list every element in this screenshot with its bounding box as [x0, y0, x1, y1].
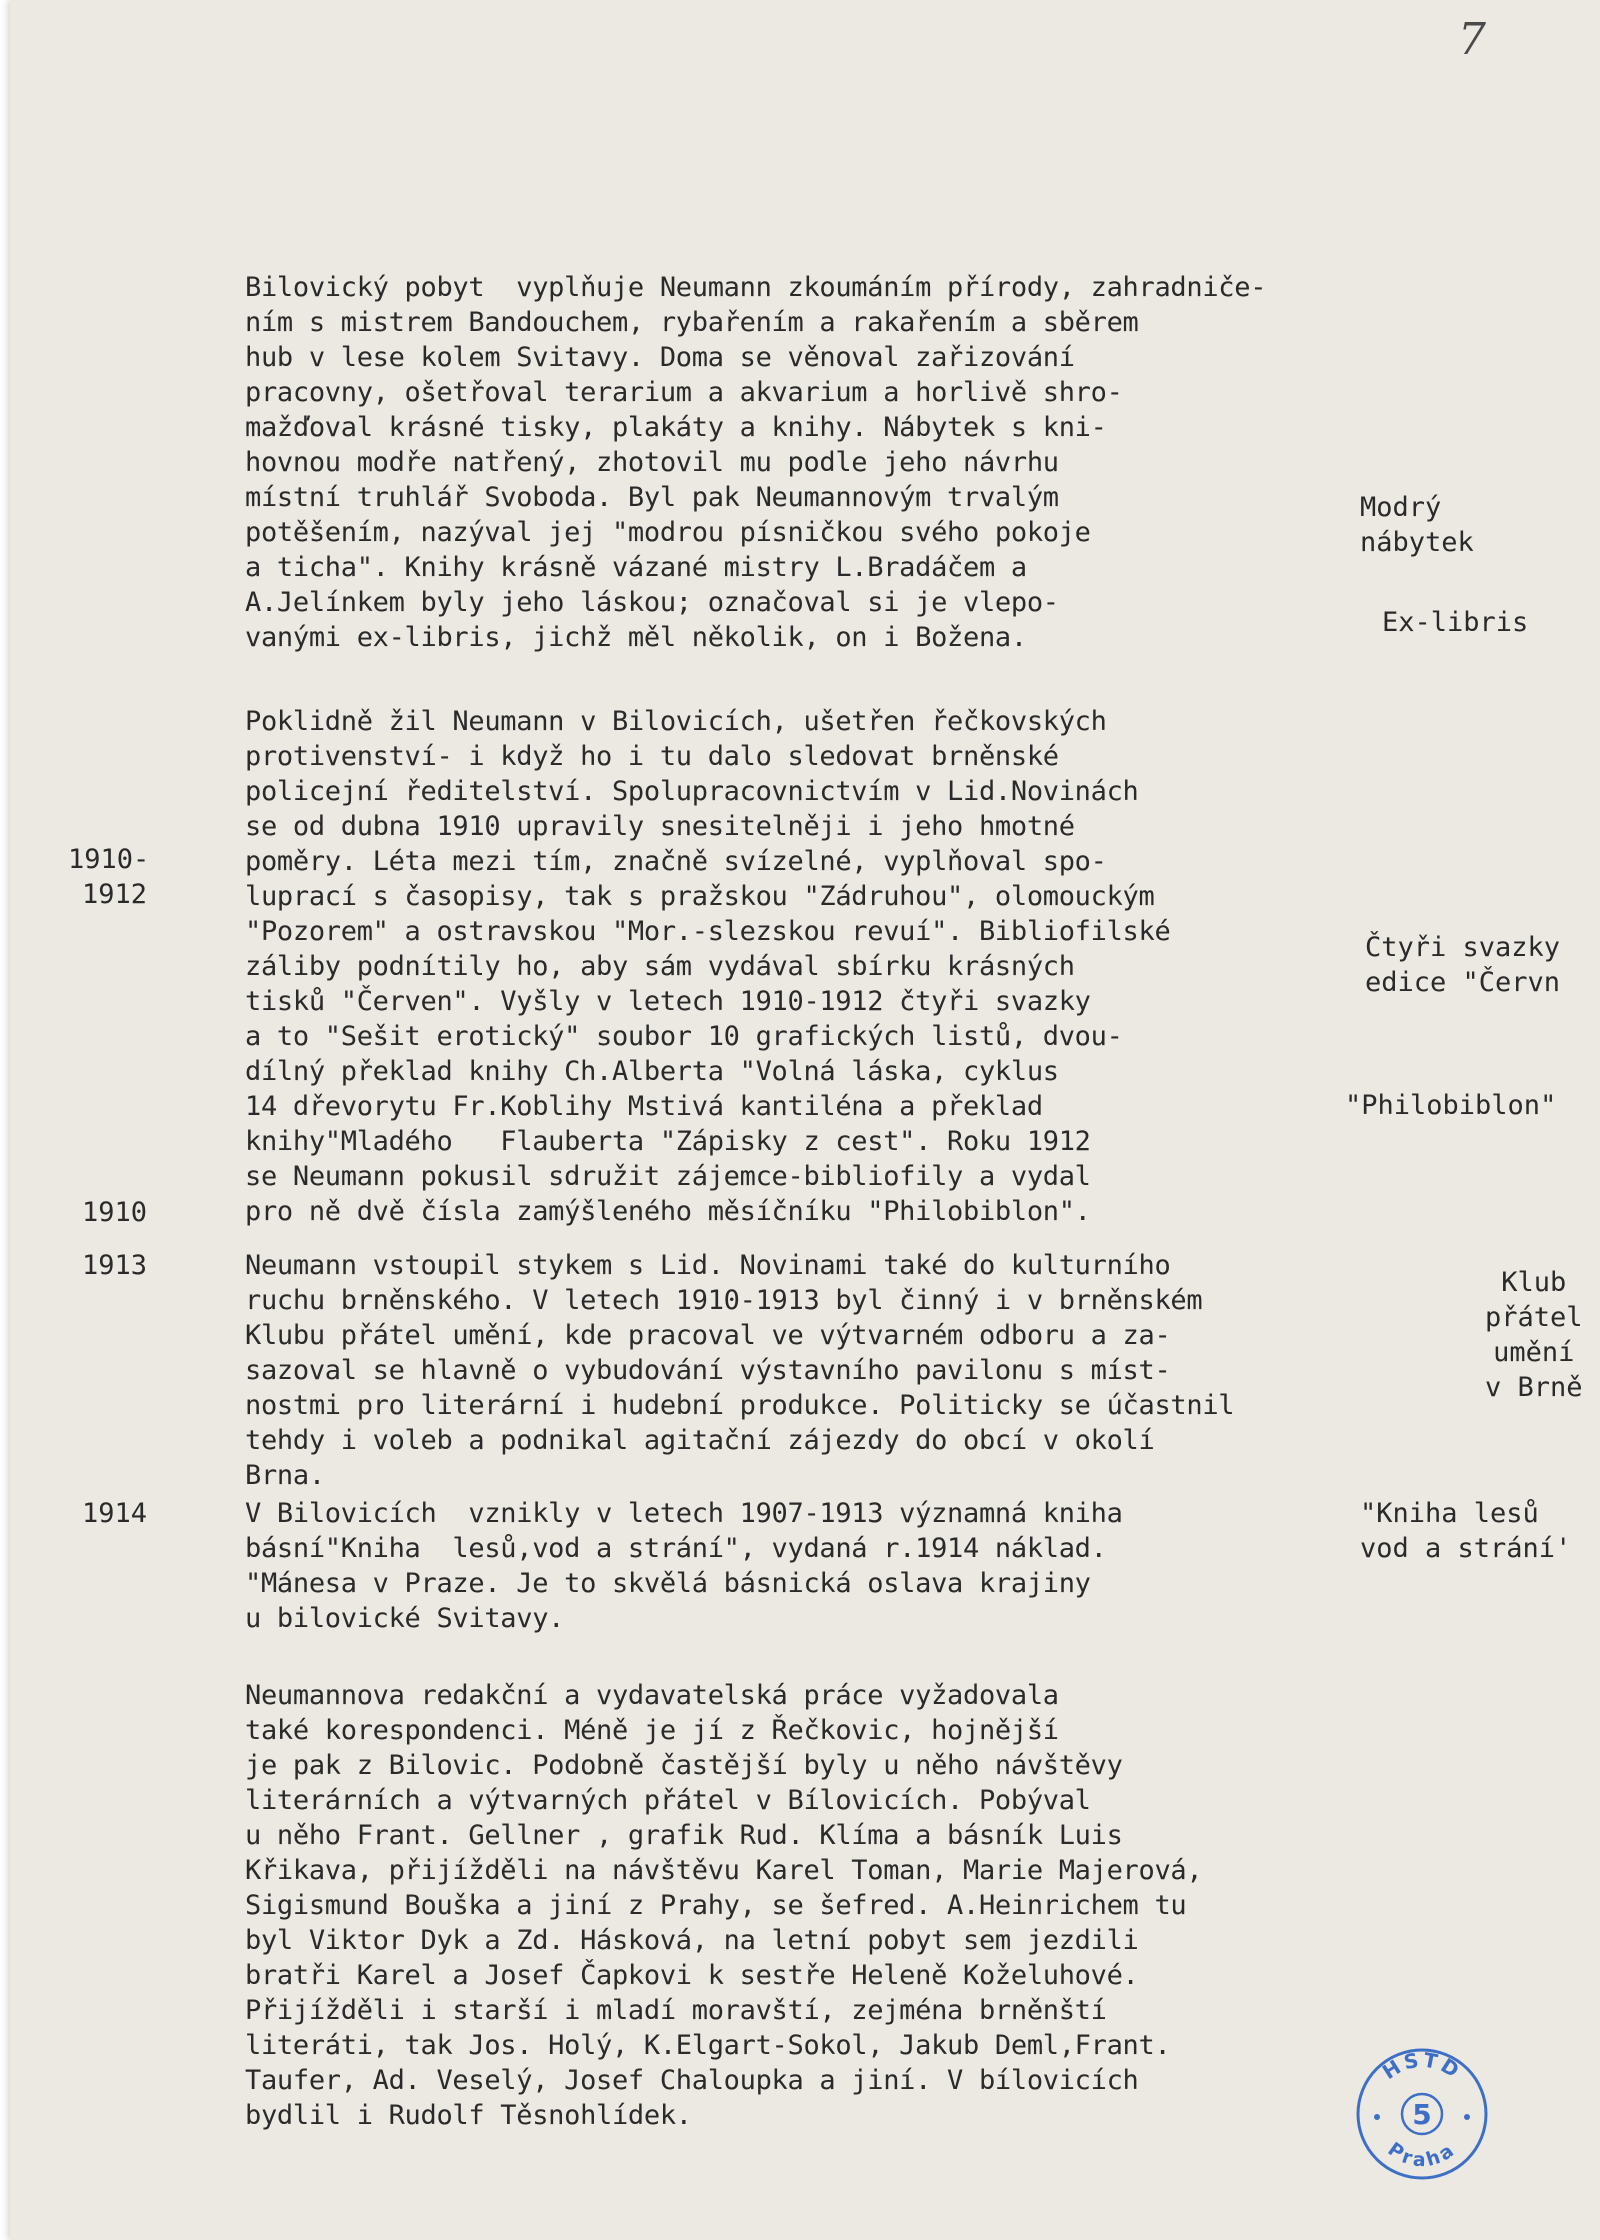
text-line: záliby podnítily ho, aby sám vydával sbírku krásných — [245, 951, 1075, 982]
margin-note-modry-nabytek — [1360, 490, 1474, 560]
text-line: Klubu přátel umění, kde pracoval ve výtvarném odboru a za- — [245, 1320, 1171, 1351]
text-line: nostmi pro literární i hudební produkce. Politicky se účastnil — [245, 1390, 1235, 1421]
paragraph-brno-culture — [245, 1248, 1234, 1493]
text-line: se Neumann pokusil sdružit zájemce-bibliofily a vydal — [245, 1161, 1091, 1192]
stamp-bottom-text: Praha — [1383, 2138, 1461, 2172]
text-line: Taufer, Ad. Veselý, Josef Chaloupka a jiní. V bílovicích — [245, 2065, 1139, 2096]
text-line: Poklidně žil Neumann v Bilovicích, ušetřen řečkovských — [245, 706, 1107, 737]
text-line: Křikava, přijížděli na návštěvu Karel Toman, Marie Majerová, — [245, 1855, 1203, 1886]
text-line: a ticha". Knihy krásně vázané mistry L.Bradáčem a — [245, 552, 1027, 583]
margin-note-line: vod a strání' — [1360, 1533, 1572, 1564]
margin-note-klub-pratel — [1485, 1265, 1583, 1405]
margin-note-philobiblon — [1345, 1088, 1556, 1123]
margin-note-line: "Philobiblon" — [1345, 1090, 1557, 1121]
text-line: bratři Karel a Josef Čapkovi k sestře Heleně Koželuhové. — [245, 1960, 1139, 1991]
text-line: hub v lese kolem Svitavy. Doma se věnoval zařizování — [245, 342, 1075, 373]
text-line: pro ně dvě čísla zamýšleného měsíčníku "Philobiblon". — [245, 1196, 1091, 1227]
paragraph-bilovice-life — [245, 704, 1170, 1229]
text-line: byl Viktor Dyk a Zd. Hásková, na letní pobyt sem jezdili — [245, 1925, 1139, 1956]
margin-note-kniha-lesu — [1360, 1496, 1571, 1566]
margin-note-line: Ex-libris — [1382, 607, 1529, 638]
text-line: policejní ředitelství. Spolupracovnictvím v Lid.Novinách — [245, 776, 1139, 807]
text-line: "Mánesa v Praze. Je to skvělá básnická oslava krajiny — [245, 1568, 1091, 1599]
paragraph-correspondence — [245, 1678, 1202, 2133]
text-line: místní truhlář Svoboda. Byl pak Neumannovým trvalým — [245, 482, 1059, 513]
text-line: protivenství- i když ho i tu dalo sledovat brněnské — [245, 741, 1059, 772]
text-line: u bilovické Svitavy. — [245, 1603, 565, 1634]
text-line: také korespondenci. Méně je jí z Řečkovic, hojnější — [245, 1715, 1059, 1746]
text-line: tisků "Červen". Vyšly v letech 1910-1912 čtyři svazky — [245, 986, 1091, 1017]
text-line: pracovny, ošetřoval terarium a akvarium a horlivě shro- — [245, 377, 1123, 408]
text-line: luprací s časopisy, tak s pražskou "Zádruhou", olomouckým — [245, 881, 1155, 912]
text-line: V Bilovicích vznikly v letech 1907-1913 významná kniha — [245, 1498, 1123, 1529]
margin-note-line: přátel — [1485, 1302, 1583, 1333]
margin-note-ex-libris — [1382, 605, 1528, 640]
text-line: literárních a výtvarných přátel v Bílovicích. Pobýval — [245, 1785, 1091, 1816]
text-line: dílný překlad knihy Ch.Alberta "Volná láska, cyklus — [245, 1056, 1059, 1087]
archive-stamp — [1353, 2045, 1491, 2183]
margin-note-line: v Brně — [1485, 1372, 1583, 1403]
margin-note-line: umění — [1493, 1337, 1575, 1368]
text-line: Brna. — [245, 1460, 325, 1491]
margin-note-line: Modrý — [1360, 492, 1442, 523]
stamp-top-text: HSTD — [1377, 2047, 1467, 2085]
text-line: Neumann vstoupil stykem s Lid. Novinami také do kulturního — [245, 1250, 1171, 1281]
paragraph-kniha-lesu — [245, 1496, 1123, 1636]
margin-note-line: "Kniha lesů — [1360, 1498, 1539, 1529]
margin-note-line: Klub — [1501, 1267, 1567, 1298]
margin-note-line: nábytek — [1360, 527, 1474, 558]
text-line: Neumannova redakční a vydavatelská práce vyžadovala — [245, 1680, 1059, 1711]
text-line: vanými ex-libris, jichž měl několik, on i Božena. — [245, 622, 1027, 653]
text-line: mažďoval krásné tisky, plakáty a knihy. Nábytek s kni- — [245, 412, 1107, 443]
text-line: Přijížděli i starší i mladí moravští, zejména brněnští — [245, 1995, 1107, 2026]
svg-text:Praha — [1384, 2138, 1460, 2171]
document-page — [10, 0, 1600, 2240]
text-line: Sigismund Bouška a jiní z Prahy, se šefred. A.Heinrichem tu — [245, 1890, 1187, 1921]
paragraph-bilovice-stay — [245, 270, 1266, 655]
text-line: sazoval se hlavně o vybudování výstavního pavilonu s míst- — [245, 1355, 1171, 1386]
text-line: knihy"Mladého Flauberta "Zápisky z cest". Roku 1912 — [245, 1126, 1091, 1157]
text-line: je pak z Bilovic. Podobně častější byly u něho návštěvy — [245, 1750, 1123, 1781]
year-label: 1913 — [82, 1250, 148, 1281]
text-line: poměry. Léta mezi tím, značně svízelné, vyplňoval spo- — [245, 846, 1107, 877]
text-line: básní"Kniha lesů,vod a strání", vydaná r.1914 náklad. — [245, 1533, 1107, 1564]
text-line: tehdy i voleb a podnikal agitační zájezdy do obcí v okolí — [245, 1425, 1155, 1456]
text-line: hovnou modře natřený, zhotovil mu podle jeho návrhu — [245, 447, 1059, 478]
text-line: u něho Frant. Gellner , grafik Rud. Klíma a básník Luis — [245, 1820, 1123, 1851]
text-line: literáti, tak Jos. Holý, K.Elgart-Sokol, Jakub Deml,Frant. — [245, 2030, 1171, 2061]
svg-text:HSTD — [1378, 2047, 1466, 2084]
text-line: se od dubna 1910 upravily snesitelněji i jeho hmotné — [245, 811, 1075, 842]
text-line: bydlil i Rudolf Těsnohlídek. — [245, 2100, 692, 2131]
text-line: ruchu brněnského. V letech 1910-1913 byl činný i v brněnském — [245, 1285, 1203, 1316]
year-label: 1910 — [82, 1197, 148, 1228]
text-line: ním s mistrem Bandouchem, rybařením a rakařením a sběrem — [245, 307, 1139, 338]
margin-note-line: edice "Červn — [1365, 967, 1561, 998]
year-label: 1910- — [68, 844, 150, 875]
year-label: 1912 — [82, 879, 148, 910]
text-line: Bilovický pobyt vyplňuje Neumann zkoumáním přírody, zahradniče- — [245, 272, 1267, 303]
text-line: A.Jelínkem byly jeho láskou; označoval si je vlepo- — [245, 587, 1059, 618]
year-label: 1914 — [82, 1498, 148, 1529]
stamp-number: 5 — [1412, 2098, 1432, 2131]
margin-note-line: Čtyři svazky — [1365, 932, 1561, 963]
text-line: 14 dřevorytu Fr.Koblihy Mstivá kantiléna a překlad — [245, 1091, 1043, 1122]
text-line: potěšením, nazýval jej "modrou písničkou svého pokoje — [245, 517, 1091, 548]
margin-note-ctyri-svazky — [1365, 930, 1560, 1000]
text-line: a to "Sešit erotický" soubor 10 grafických listů, dvou- — [245, 1021, 1123, 1052]
text-line: "Pozorem" a ostravskou "Mor.-slezskou revuí". Bibliofilské — [245, 916, 1171, 947]
page-number: 7 — [1458, 14, 1486, 65]
